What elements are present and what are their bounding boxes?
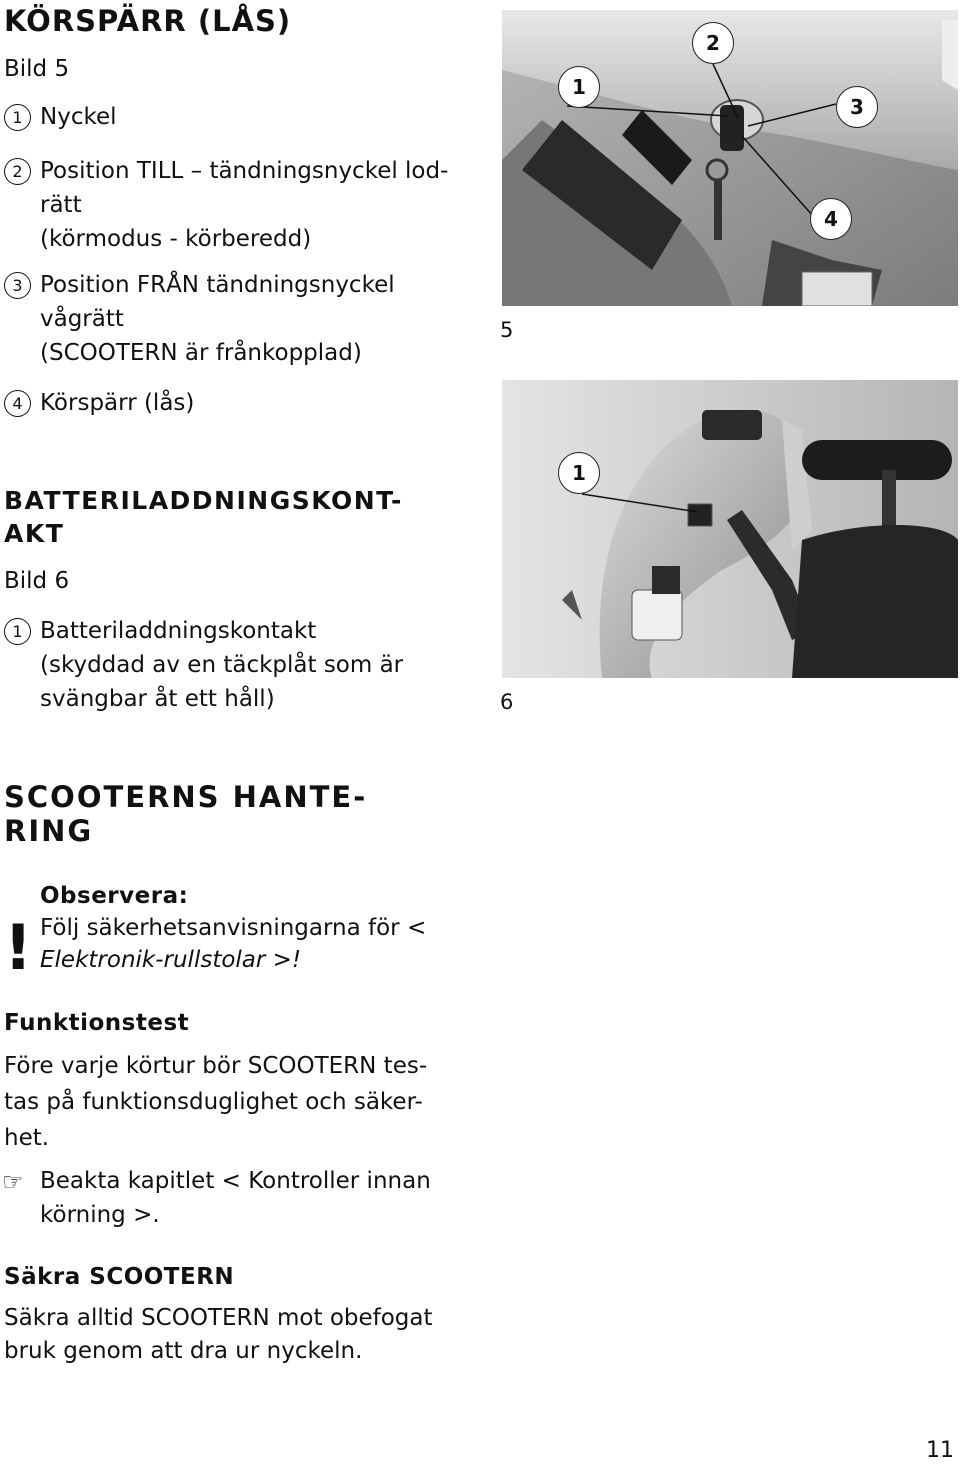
figure-5-callout: 1: [558, 66, 600, 108]
hint-text: Beakta kapitlet < Kontroller innan körning >.: [40, 1168, 431, 1228]
figure-5-number: 5: [500, 318, 514, 342]
list-item: Nyckel: [40, 104, 117, 130]
item-marker: 3: [4, 272, 31, 299]
figure-6-callout: 1: [558, 452, 600, 494]
figure-5-callout: 3: [836, 86, 878, 128]
item-marker: 1: [4, 618, 31, 645]
warning-icon: !: [4, 911, 33, 984]
section-title-hantering: SCOOTERNS HANTE- RING: [4, 780, 368, 848]
item-marker: 1: [4, 104, 31, 131]
subsection-title-funktionstest: Funktionstest: [4, 1010, 190, 1036]
item-marker: 4: [4, 390, 31, 417]
figure-6-number: 6: [500, 690, 514, 714]
figure-reference: Bild 6: [4, 568, 70, 594]
figure-6-photo: [502, 380, 958, 678]
note-block: Observera: Följ säkerhetsanvisningarna för < Elektronik-rullstolar >!: [40, 880, 426, 976]
pointing-hand-icon: ☞: [2, 1168, 24, 1196]
figure-5-photo: [502, 10, 958, 306]
item-marker: 2: [4, 158, 31, 185]
subsection-title-sakra: Säkra SCOOTERN: [4, 1264, 235, 1290]
paragraph: Före varje körtur bör SCOOTERN tes- tas på funktionsduglighet och säker- het.: [4, 1053, 428, 1151]
page-number: 11: [926, 1438, 954, 1463]
figure-5-callout: 4: [810, 198, 852, 240]
section-title-batteriladdning: BATTERILADDNINGSKONT- AKT: [4, 486, 403, 548]
list-item: Batteriladdningskontakt (skyddad av en täckplåt som är svängbar åt ett håll): [40, 618, 404, 712]
paragraph: Säkra alltid SCOOTERN mot obefogat bruk genom att dra ur nyckeln.: [4, 1305, 433, 1364]
note-title: Observera:: [40, 883, 189, 909]
section-title-korsparr: KÖRSPÄRR (LÅS): [4, 4, 292, 38]
list-item: Position FRÅN tändningsnyckel vågrätt (SCOOTERN är frånkopplad): [40, 272, 395, 366]
figure-reference: Bild 5: [4, 56, 70, 82]
figure-5-callout: 2: [692, 22, 734, 64]
list-item: Position TILL – tändningsnyckel lod- rätt (körmodus - körberedd): [40, 158, 449, 252]
list-item: Körspärr (lås): [40, 390, 195, 416]
